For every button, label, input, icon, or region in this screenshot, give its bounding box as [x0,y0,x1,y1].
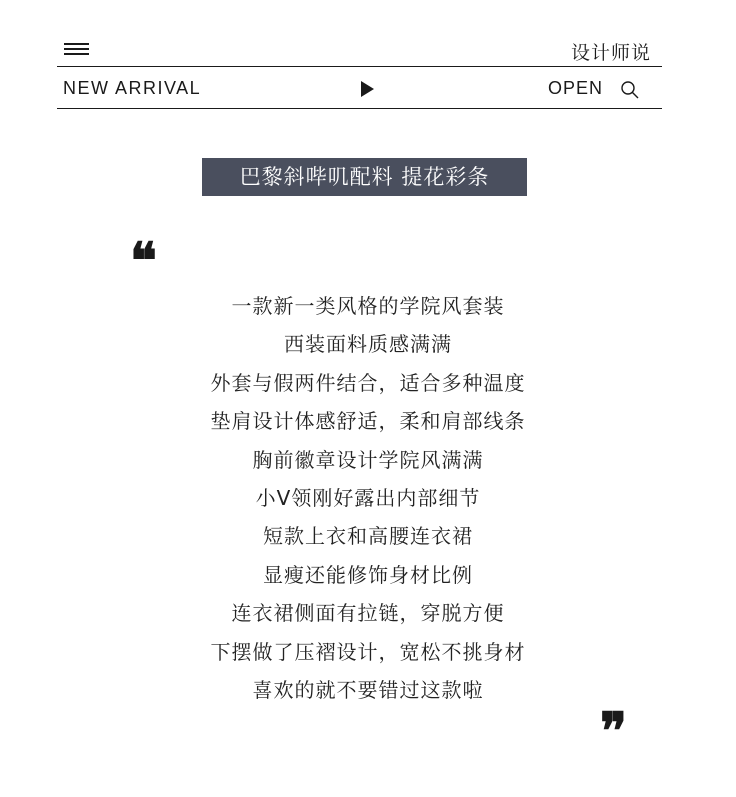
page-title: 巴黎斜哔叽配料 提花彩条 [202,158,527,196]
description-line: 外套与假两件结合，适合多种温度 [210,370,526,395]
description-line: 垫肩设计体感舒适，柔和肩部线条 [210,409,526,434]
header-divider-top [57,66,662,67]
close-quote-icon: ❞ [600,701,627,760]
description-line: 小V领刚好露出内部细节 [255,485,481,510]
description-line: 一款新一类风格的学院风套装 [231,294,505,318]
open-label[interactable]: OPEN [548,78,604,98]
search-icon[interactable] [620,80,640,100]
description-line: 显瘦还能修饰身材比例 [263,562,473,587]
description-line: 胸前徽章设计学院风满满 [252,447,484,472]
brand-label: 设计师说 [570,42,651,64]
description-block [0,287,736,709]
open-quote-icon: ❝ [130,231,157,290]
play-icon[interactable] [361,81,374,97]
description-line: 下摆做了压褶设计，宽松不挑身材 [210,639,526,664]
description-line: 连衣裙侧面有拉链，穿脱方便 [231,601,505,626]
new-arrival-label: NEW ARRIVAL [63,78,202,98]
header-divider-bottom [57,108,662,109]
hamburger-menu-icon[interactable] [64,43,89,57]
description-line: 西装面料质感满满 [284,332,452,357]
description-line: 短款上衣和高腰连衣裙 [263,524,473,549]
description-line: 喜欢的就不要错过这款啦 [252,677,484,702]
